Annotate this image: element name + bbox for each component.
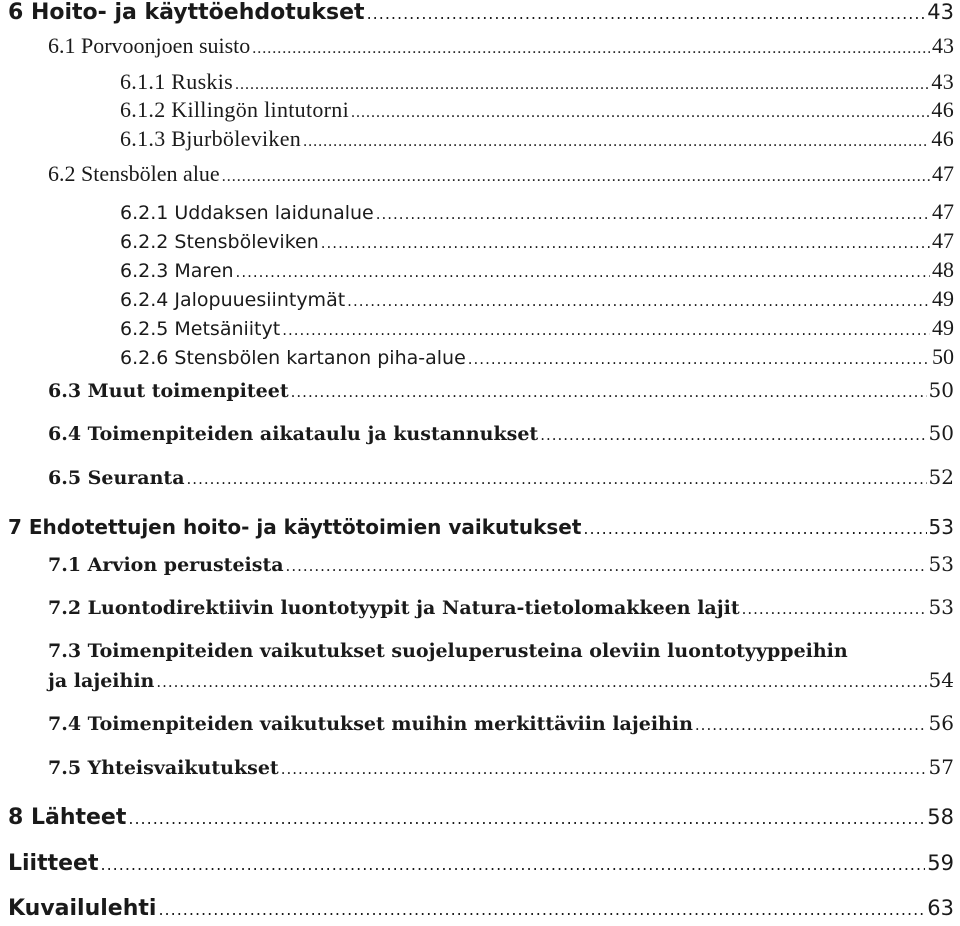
- toc-entry-7-2[interactable]: [48, 595, 954, 619]
- dot-leader: [282, 321, 930, 339]
- dot-leader: [291, 383, 927, 401]
- dot-leader: [468, 350, 930, 368]
- toc-entry-page: 50: [928, 378, 954, 402]
- dot-leader: [583, 519, 926, 538]
- toc-entry-6-2-6[interactable]: [120, 344, 954, 370]
- dot-leader: [101, 855, 926, 874]
- toc-entry-page: 47: [932, 161, 954, 186]
- toc-entry-6-3[interactable]: [48, 378, 954, 402]
- dot-leader: [235, 76, 929, 94]
- toc-entry-title: 7.4 Toimenpiteiden vaikutukset muihin merkittäviin lajeihin: [48, 713, 693, 735]
- toc-entry-kuvailulehti[interactable]: [8, 896, 954, 921]
- toc-entry-title: 7.1 Arvion perusteista: [48, 554, 284, 576]
- toc-entry-page: 43: [932, 33, 954, 58]
- toc-entry-title: 6.1.3 Bjurböleviken: [120, 126, 302, 151]
- dot-leader: [351, 104, 929, 122]
- toc-entry-6-2-5[interactable]: [120, 315, 954, 341]
- toc-entry-title: Kuvailulehti: [8, 896, 157, 921]
- toc-entry-page: 63: [927, 896, 954, 920]
- toc-entry-chapter-7[interactable]: [8, 515, 954, 539]
- toc-entry-page: 46: [931, 126, 954, 151]
- toc-entry-6-2[interactable]: [48, 161, 954, 187]
- toc-entry-chapter-6[interactable]: [8, 0, 954, 25]
- toc-entry-title: 6.1.1 Ruskis: [120, 69, 234, 94]
- dot-leader: [281, 760, 927, 778]
- toc-entry-6-5[interactable]: [48, 465, 954, 489]
- toc-entry-title: 6.3 Muut toimenpiteet: [48, 380, 289, 402]
- toc-entry-6-1[interactable]: [48, 33, 954, 59]
- toc-entry-7-3-first-line[interactable]: 7.3 Toimenpiteiden vaikutukset suojeluperusteina oleviin luontotyyppeihin: [48, 640, 848, 662]
- toc-entry-page: 50: [932, 344, 954, 369]
- toc-entry-page: 49: [932, 286, 954, 311]
- toc-entry-6-1-1[interactable]: [120, 69, 954, 95]
- toc-entry-title: 8 Lähteet: [8, 805, 127, 830]
- toc-entry-page: 54: [928, 668, 954, 692]
- toc-entry-page: 53: [928, 515, 954, 539]
- dot-leader: [303, 133, 929, 151]
- toc-entry-6-2-4[interactable]: [120, 286, 954, 312]
- toc-entry-page: 43: [927, 0, 954, 24]
- toc-entry-title: 6.2.2 Stensböleviken: [120, 231, 319, 253]
- toc-entry-7-4[interactable]: [48, 711, 954, 735]
- toc-entry-title: 7.2 Luontodirektiivin luontotyypit ja Natura-tietolomakkeen lajit: [48, 597, 740, 619]
- toc-entry-liitteet[interactable]: [8, 851, 954, 876]
- toc-entry-title: 6.4 Toimenpiteiden aikataulu ja kustannukset: [48, 423, 539, 445]
- dot-leader: [347, 292, 930, 310]
- toc-entry-page: 47: [932, 199, 954, 224]
- toc-entry-page: 53: [928, 552, 954, 576]
- dot-leader: [742, 600, 927, 618]
- dot-leader: [236, 263, 930, 281]
- toc-entry-title: 7.5 Yhteisvaikutukset: [48, 757, 279, 779]
- toc-entry-6-2-1[interactable]: [120, 199, 954, 225]
- dot-leader: [252, 40, 930, 58]
- toc-entry-title: Liitteet: [8, 851, 99, 876]
- toc-entry-7-5[interactable]: [48, 755, 954, 779]
- dot-leader: [158, 900, 925, 919]
- toc-entry-title: ja lajeihin: [48, 670, 155, 692]
- toc-entry-title: 6.2.1 Uddaksen laidunalue: [120, 202, 374, 224]
- dot-leader: [286, 557, 927, 575]
- toc-entry-title: 6 Hoito- ja käyttöehdotukset: [8, 0, 365, 25]
- toc-entry-page: 59: [927, 851, 954, 875]
- toc-entry-chapter-8[interactable]: [8, 805, 954, 830]
- dot-leader: [156, 673, 926, 691]
- toc-entry-title: 6.2.5 Metsäniityt: [120, 318, 281, 340]
- toc-entry-title: 6.2.4 Jalopuuesiintymät: [120, 289, 346, 311]
- toc-entry-title: 7 Ehdotettujen hoito- ja käyttötoimien vaikutukset: [8, 515, 582, 539]
- toc-entry-page: 43: [931, 69, 954, 94]
- toc-entry-page: 48: [932, 257, 954, 282]
- toc-entry-page: 46: [931, 97, 954, 122]
- toc-entry-page: 57: [928, 755, 954, 779]
- toc-entry-title: 6.5 Seuranta: [48, 467, 185, 489]
- toc-entry-title: 6.1.2 Killingön lintutorni: [120, 97, 350, 122]
- toc-entry-6-1-2[interactable]: [120, 97, 954, 123]
- dot-leader: [367, 4, 926, 23]
- toc-entry-6-1-3[interactable]: [120, 126, 954, 152]
- toc-entry-page: 52: [928, 465, 954, 489]
- toc-entry-6-2-2[interactable]: [120, 228, 954, 254]
- dot-leader: [321, 234, 930, 252]
- toc-entry-page: 56: [928, 711, 954, 735]
- toc-entry-page: 58: [927, 805, 954, 829]
- toc-entry-7-3[interactable]: [48, 668, 954, 692]
- toc-entry-title: 6.1 Porvoonjoen suisto: [48, 33, 251, 58]
- toc-entry-page: 49: [932, 315, 954, 340]
- toc-entry-page: 47: [932, 228, 954, 253]
- toc-entry-title: 6.2.3 Maren: [120, 260, 234, 282]
- toc-entry-6-4[interactable]: [48, 421, 954, 445]
- toc-entry-page: 53: [928, 595, 954, 619]
- dot-leader: [376, 205, 930, 223]
- toc-entry-title: 6.2 Stensbölen alue: [48, 161, 220, 186]
- toc-entry-title: 6.2.6 Stensbölen kartanon piha-alue: [120, 347, 466, 369]
- dot-leader: [695, 716, 927, 734]
- toc-entry-6-2-3[interactable]: [120, 257, 954, 283]
- dot-leader: [540, 426, 926, 444]
- dot-leader: [128, 809, 925, 828]
- dot-leader: [187, 470, 927, 488]
- toc-entry-page: 50: [928, 421, 954, 445]
- toc-entry-7-1[interactable]: [48, 552, 954, 576]
- dot-leader: [222, 168, 930, 186]
